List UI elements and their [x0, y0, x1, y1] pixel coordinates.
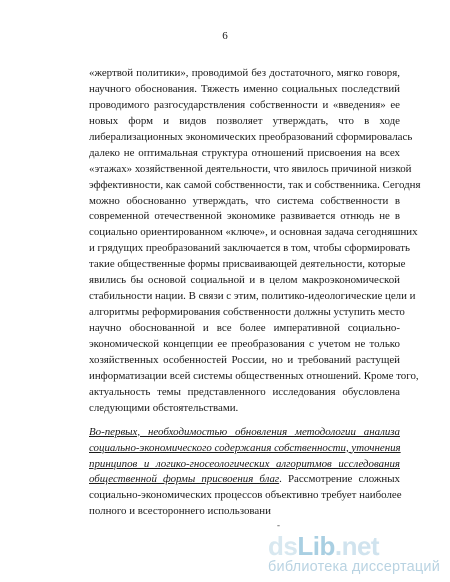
watermark-brand-ds: ds — [268, 530, 298, 561]
emphasis-fragment: общественной формы присвоения благ — [89, 473, 280, 486]
margin-mark: - — [277, 520, 280, 530]
text-line: эффективности, как самой собственности, так и собственника. Сегодня — [89, 178, 421, 191]
text-line: «этажах» хозяйственной деятельности, что явилось причиной низкой — [89, 162, 412, 175]
text-line: алгоритмы реформирования собственности должны уступить место — [89, 306, 405, 319]
text-line: научно обоснованной и все более императивной социально- — [89, 322, 400, 334]
watermark-brand-net: .net — [334, 530, 380, 561]
watermark — [268, 530, 440, 575]
watermark-brand-lib: Lib — [297, 530, 335, 561]
text-line: такие общественные формы присваивающей деятельности, которые — [89, 258, 406, 271]
emphasis-line: Во-первых, необходимостью обновления методологии анализа — [89, 425, 400, 438]
text-line: стабильности нации. В связи с этим, политико-идеологические цели и — [89, 290, 416, 303]
text-line: далеко не оптимальная структура отношений присвоения на всех — [89, 146, 400, 159]
watermark-subtitle: библиотека диссертаций — [268, 558, 440, 575]
text-line: новых форм и видов позволяет утверждать, что в ходе — [89, 114, 400, 127]
text-line: актуальность темы представленного исследования обусловлена — [89, 385, 400, 398]
paragraph-gap — [89, 417, 400, 425]
text-line: явились бы основой социальной и в целом макроэкономической — [89, 274, 400, 287]
text-line: «жертвой политики», проводимой без достаточного, мягко говоря, — [89, 67, 400, 79]
text-fragment: . Рассмотрение сложных — [279, 473, 401, 486]
text-line: либерализационных экономических преобразований сформировалась — [89, 130, 413, 143]
text-line: социально-экономических процессов объективно требует наиболее — [89, 489, 402, 502]
text-line: хозяйственных особенностей России, но и требований растущей — [89, 353, 400, 366]
text-line: можно обоснованно утверждать, что система собственности в — [89, 194, 400, 207]
emphasis-line: социально-экономического содержания собственности, уточнения — [89, 441, 401, 454]
text-line: и грядущих преобразований заключается в том, чтобы сформировать — [89, 242, 410, 255]
emphasis-line: принципов и логико-гносеологических алгоритмов исследования — [89, 457, 400, 470]
text-line: современной отечественной экономике развивается отнюдь не в — [89, 210, 400, 223]
text-line: научного обоснования. Тяжесть именно социальных последствий — [89, 82, 400, 95]
text-line: социально ориентированном «ключе», и основная задача сегодняшних — [89, 226, 418, 239]
watermark-logo — [268, 530, 440, 575]
text-line: экономической концепции ее преобразования с учетом не только — [89, 337, 400, 350]
mixed-line — [89, 472, 400, 488]
text-line: следующими обстоятельствами. — [89, 401, 239, 414]
text-line: проводимого разгосударствления собственности и «введения» ее — [89, 98, 400, 111]
text-line: информатизации всей системы общественных отношений. Кроме того, — [89, 369, 419, 382]
watermark-brand — [268, 530, 440, 561]
body-text — [89, 66, 421, 520]
page-number: 6 — [222, 30, 228, 42]
text-line: полного и всестороннего использовани — [89, 505, 271, 518]
